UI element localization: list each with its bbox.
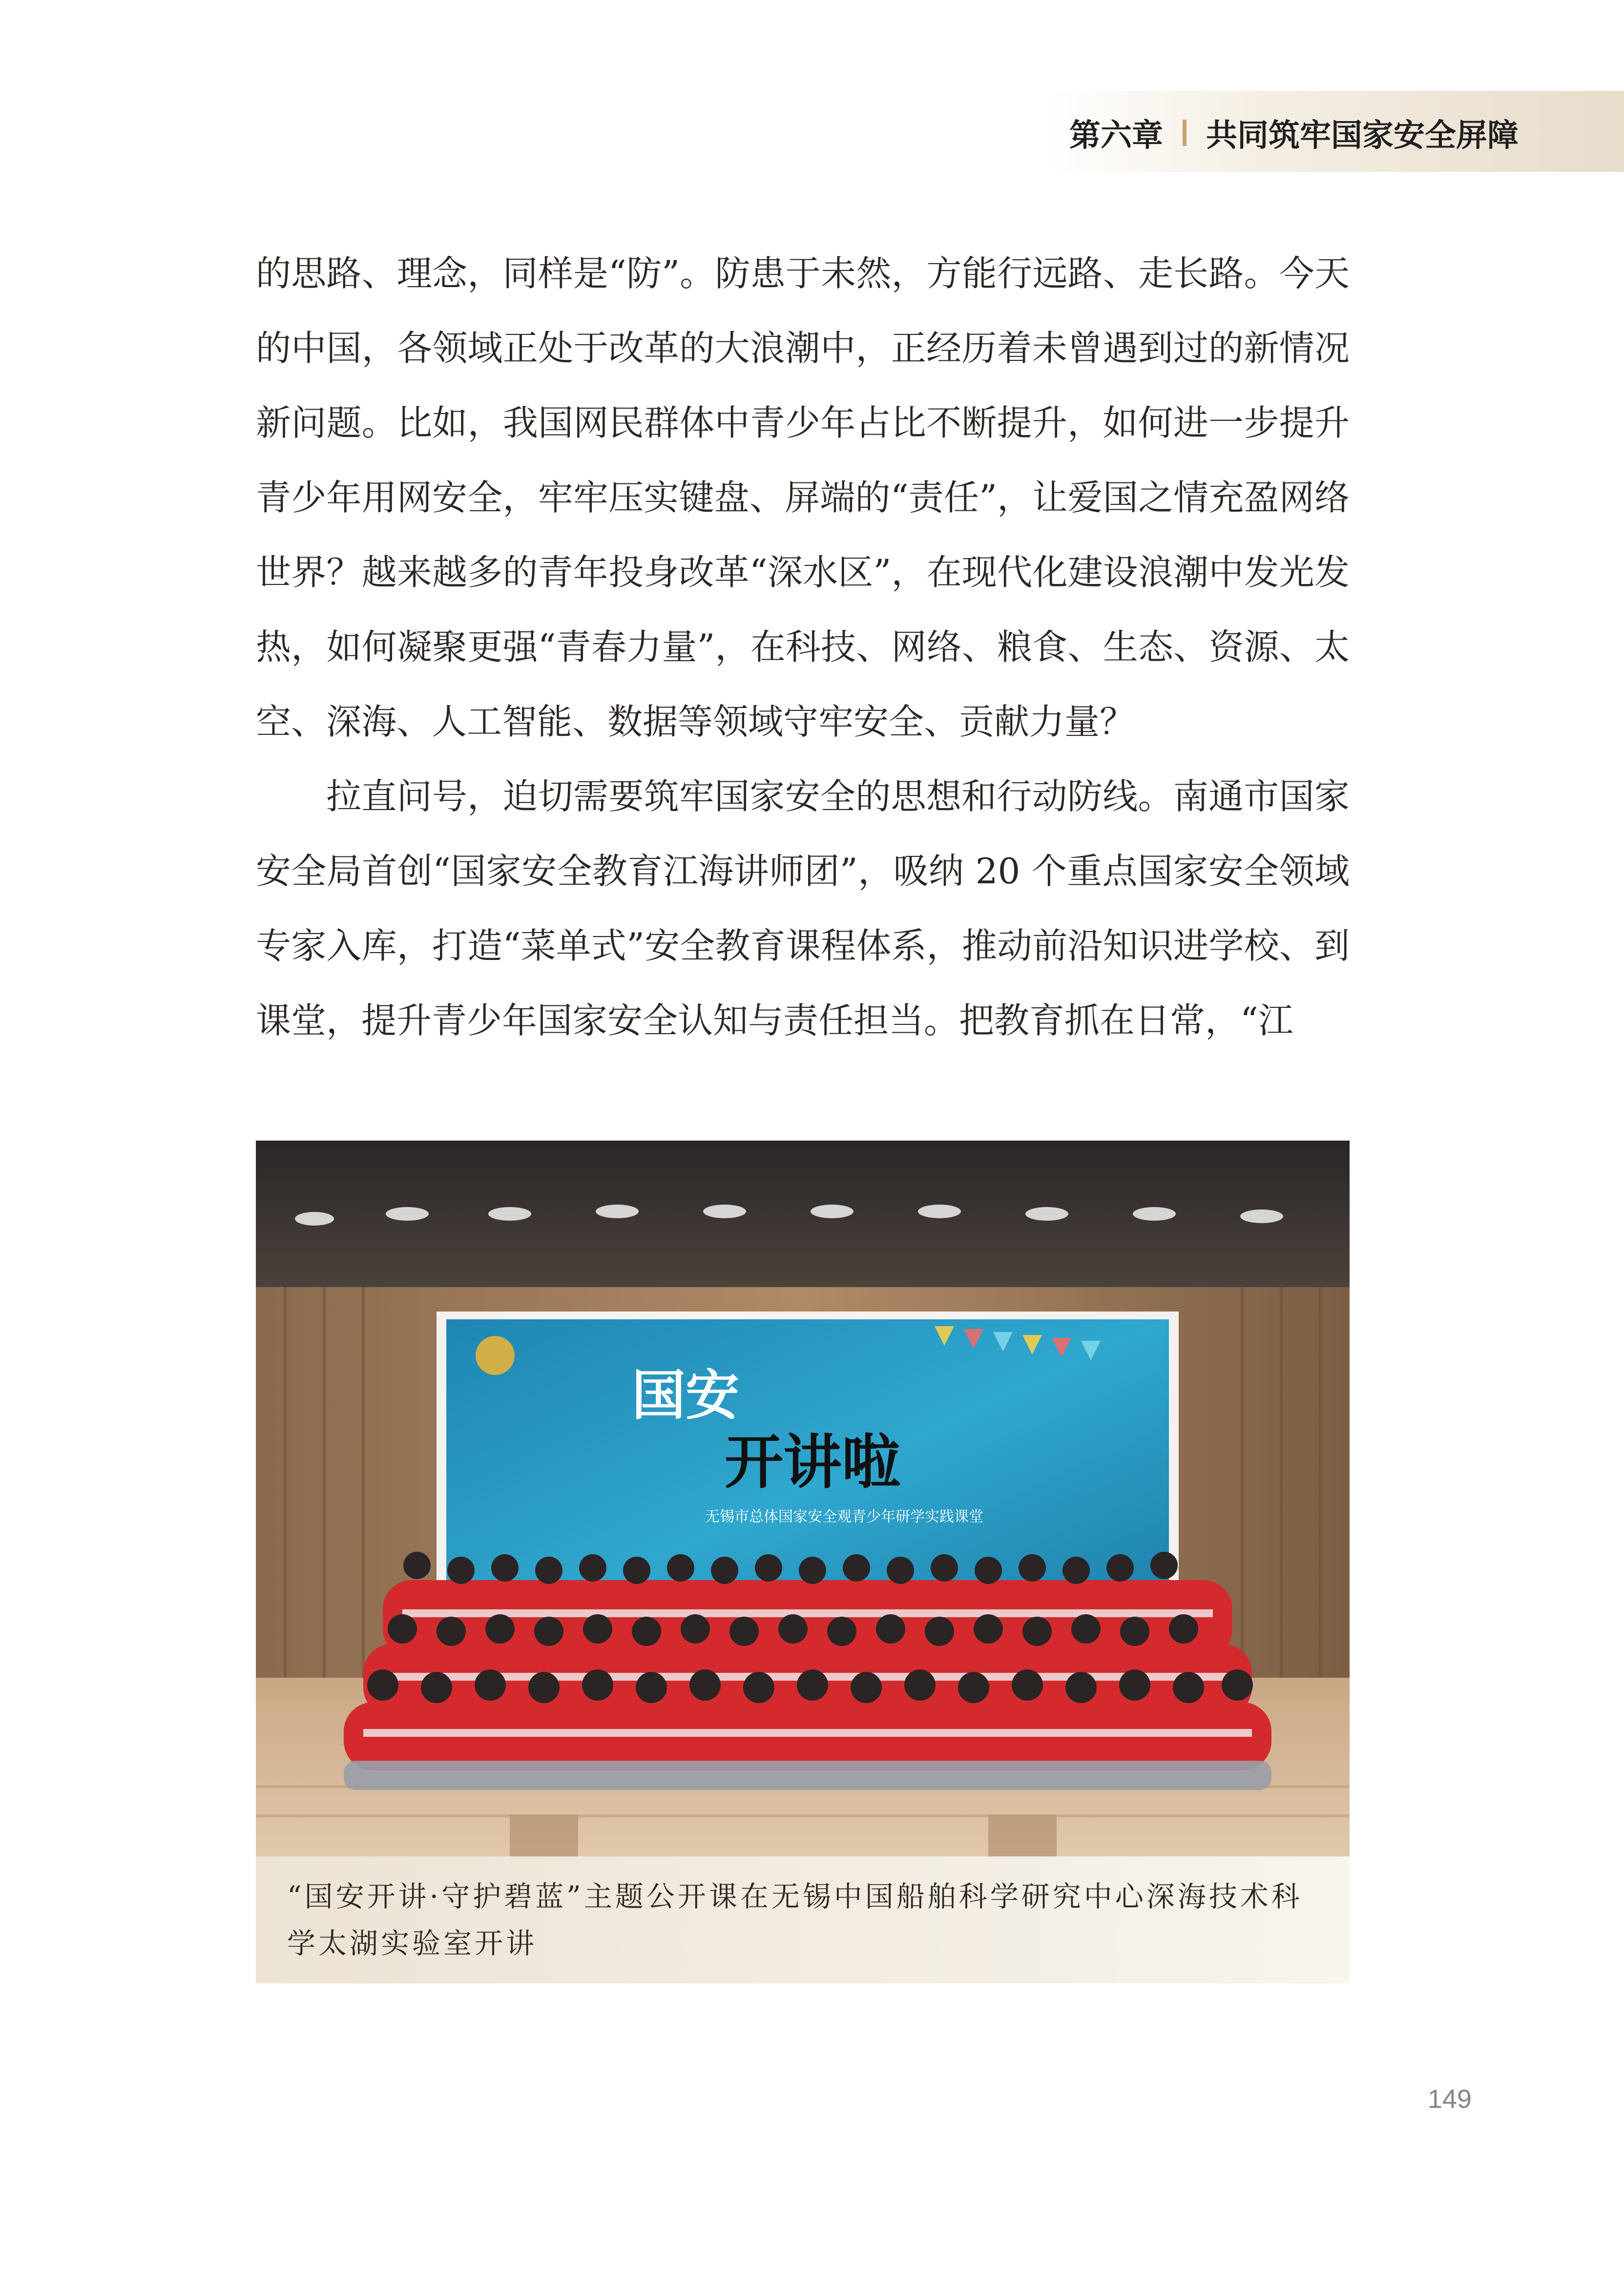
screen-title-line1: 国安 xyxy=(632,1364,739,1427)
page-number: 149 xyxy=(1427,2084,1472,2114)
chapter-label: 第六章 xyxy=(1069,118,1163,154)
screen-title-line2: 开讲啦 xyxy=(725,1429,900,1497)
event-photo xyxy=(256,1141,1350,1856)
chapter-title: 共同筑牢国家安全屏障 xyxy=(1206,118,1519,154)
chapter-header xyxy=(1069,108,1519,157)
screen-subtitle: 无锡市总体国家安全观青少年研学实践课堂 xyxy=(705,1508,983,1525)
student-group xyxy=(344,1552,1271,1790)
photo-caption-box xyxy=(256,1856,1350,1983)
photo-caption: “国安开讲·守护碧蓝”主题公开课在无锡中国船舶科学研究中心深海技术科学太湖实验室开讲 xyxy=(287,1880,1303,1960)
paragraph-2: 拉直问号，迫切需要筑牢国家安全的思想和行动防线。南通市国家安全局首创“国家安全教育江海讲师团”，吸纳 20 个重点国家安全领域专家入库，打造“菜单式”安全教育课程体系，推动前沿知识进学校、到课堂，提升青少年国家安全认知与责任担当。把教育抓在日常，“江 xyxy=(256,776,1350,1041)
paragraph-1: 的思路、理念，同样是“防”。防患于未然，方能行远路、走长路。今天的中国，各领域正处于改革的大浪潮中，正经历着未曾遇到过的新情况新问题。比如，我国网民群体中青少年占比不断提升，如何进一步提升青少年用网安全，牢牢压实键盘、屏端的“责任”，让爱国之情充盈网络世界？越来越多的青年投身改革“深水区”，在现代化建设浪潮中发光发热，如何凝聚更强“青春力量”，在科技、网络、粮食、生态、资源、太空、深海、人工智能、数据等领域守牢安全、贡献力量？ xyxy=(256,253,1350,742)
body-text xyxy=(256,236,1350,1058)
chapter-separator xyxy=(1183,120,1187,146)
